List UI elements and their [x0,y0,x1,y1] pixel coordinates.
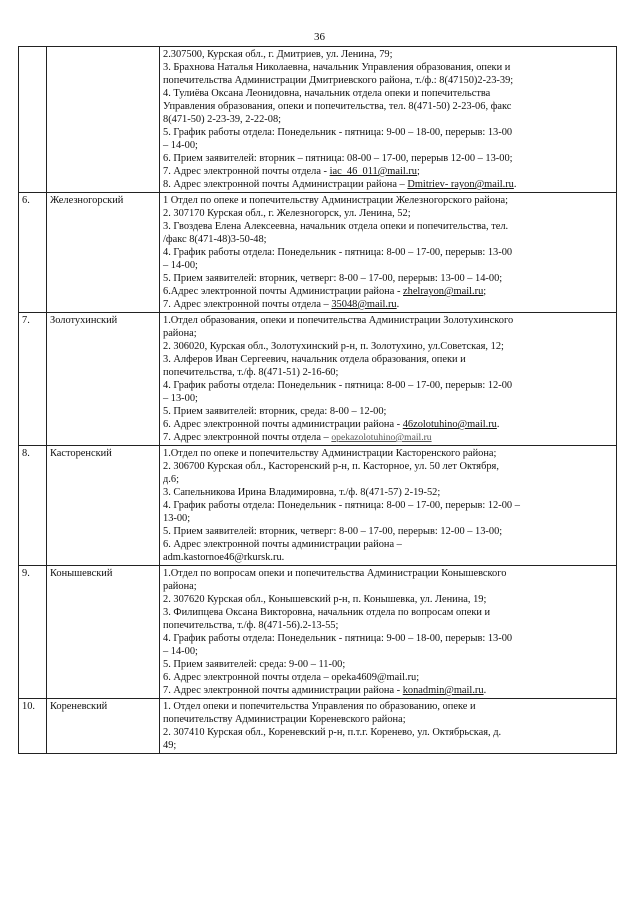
table-row [19,313,617,446]
table-row [19,47,617,193]
info-line: Управления образования, опеки и попечительства, тел. 8(471-50) 2-23-06, факс [163,101,512,112]
info-line: 5. Прием заявителей: вторник, четверг: 8-00 – 17-00, перерыв: 12-00 – 13-00; [163,526,503,537]
email-label: 7. Адрес электронной почты отдела - [163,166,330,177]
department-info [160,313,617,446]
info-line: 2. 306020, Курская обл., Золотухинский р-н, п. Золотухино, ул.Советская, 12; [163,341,504,352]
info-line: 5. Прием заявителей: среда: 9-00 – 11-00; [163,659,346,670]
email-link[interactable]: 46zolotuhino@mail.ru [402,419,497,430]
email-label: 7. Адрес электронной почты отдела – [163,299,332,310]
table-row [19,446,617,566]
email-line [163,418,613,431]
row-number: 10. [19,699,47,754]
info-line: 49; [163,740,177,751]
info-line: 2. 306700 Курская обл., Касторенский р-н, п. Касторное, ул. 50 лет Октября, [163,461,499,472]
email-line [163,285,613,298]
email-suffix: . [513,179,517,190]
info-line: 5. График работы отдела: Понедельник - пятница: 9-00 – 18-00, перерыв: 13-00 [163,127,513,138]
email-line [163,178,613,191]
info-line: 1.Отдел по вопросам опеки и попечительства Администрации Конышевского [163,568,507,579]
email-line [163,165,613,178]
info-line: попечительства Администрации Дмитриевского района, т./ф.: 8(47150)2-23-39; [163,75,514,86]
info-line: 4. График работы отдела: Понедельник - пятница: 8-00 – 17-00, перерыв: 12-00 – [163,500,520,511]
email-label: 8. Адрес электронной почты Администрации района – [163,179,408,190]
email-label: 6. Адрес электронной почты администрации района - [163,419,403,430]
email-suffix: . [483,685,487,696]
info-line: попечительства, т./ф. 8(471-51) 2-16-60; [163,367,339,378]
email-line [163,298,613,311]
info-line: 2. 307620 Курская обл., Конышевский р-н, п. Конышевка, ул. Ленина, 19; [163,594,487,605]
info-line: 3. Гвоздева Елена Алексеевна, начальник отдела опеки и попечительства, тел. [163,221,509,232]
info-line: 1 Отдел по опеке и попечительству Администрации Железногорского района; [163,195,509,206]
email-link[interactable]: opekazolotuhino@mail.ru [331,432,432,443]
info-line: 5. Прием заявителей: вторник, среда: 8-00 – 12-00; [163,406,387,417]
table-row [19,566,617,699]
info-line: 1.Отдел образования, опеки и попечительства Администрации Золотухинского [163,315,514,326]
info-line: района; [163,581,197,592]
email-suffix: . [396,299,400,310]
info-line: 3. Брахнова Наталья Николаевна, начальник Управления образования, опеки и [163,62,511,73]
info-line: попечительства, т./ф. 8(471-56).2-13-55; [163,620,339,631]
department-info [160,446,617,566]
department-info [160,699,617,754]
email-link[interactable]: zhelrayon@mail.ru [403,286,484,297]
info-line: 4. График работы отдела: Понедельник - пятница: 8-00 – 17-00, перерыв: 13-00 [163,247,513,258]
district-name: Кореневский [47,699,160,754]
info-line: /факс 8(471-48)3-50-48; [163,234,267,245]
district-name: Железногорский [47,193,160,313]
department-info [160,47,617,193]
info-line: – 13-00; [163,393,198,404]
email-suffix: . [496,419,500,430]
email-link[interactable]: Dmitriev- rayon@mail.ru [407,179,514,190]
guardianship-departments-table [18,46,617,754]
info-line: – 14-00; [163,646,198,657]
email-label: 7. Адрес электронной почты отдела – [163,432,332,443]
page-number: 36 [314,31,325,43]
info-line: 8(471-50) 2-23-39, 2-22-08; [163,114,282,125]
email-suffix: ; [417,166,420,177]
row-number [19,47,47,193]
district-name: Касторенский [47,446,160,566]
district-name: Конышевский [47,566,160,699]
info-line: 3. Алферов Иван Сергеевич, начальник отдела образования, опеки и [163,354,466,365]
email-label: 7. Адрес электронной почты администрации района - [163,685,403,696]
info-line: района; [163,328,197,339]
table-row [19,699,617,754]
info-line: 5. Прием заявителей: вторник, четверг: 8-00 – 17-00, перерыв: 13-00 – 14-00; [163,273,503,284]
info-line: 6. Адрес электронной почты отдела – opeka4609@mail.ru; [163,672,420,683]
info-line: adm.kastornoe46@rkursk.ru. [163,552,285,563]
info-line: 3. Сапельникова Ирина Владимировна, т./ф. 8(471-57) 2-19-52; [163,487,441,498]
info-line: 4. График работы отдела: Понедельник - пятница: 8-00 – 17-00, перерыв: 12-00 [163,380,513,391]
email-line [163,431,613,444]
info-line: – 14-00; [163,140,198,151]
info-line: – 14-00; [163,260,198,271]
info-line: 6. Прием заявителей: вторник – пятница: 08-00 – 17-00, перерыв 12-00 – 13-00; [163,153,513,164]
district-name: Золотухинский [47,313,160,446]
info-line: 3. Филипцева Оксана Викторовна, начальник отдела по вопросам опеки и [163,607,491,618]
info-line: 2. 307170 Курская обл., г. Железногорск, ул. Ленина, 52; [163,208,411,219]
info-line: 2.307500, Курская обл., г. Дмитриев, ул. Ленина, 79; [163,49,393,60]
info-line: 4. Тулиёва Оксана Леонидовна, начальник отдела опеки и попечительства [163,88,491,99]
district-name [47,47,160,193]
info-line: 6. Адрес электронной почты администрации района – [163,539,402,550]
email-link[interactable]: iac_46_011@mail.ru [329,166,418,177]
row-number: 7. [19,313,47,446]
email-suffix: ; [483,286,487,297]
email-line [163,684,613,697]
info-line: 1. Отдел опеки и попечительства Управления по образованию, опеке и [163,701,476,712]
row-number: 8. [19,446,47,566]
row-number: 9. [19,566,47,699]
email-label: 6.Адрес электронной почты Администрации района - [163,286,404,297]
department-info [160,566,617,699]
info-line: д.6; [163,474,179,485]
email-link[interactable]: 35048@mail.ru [331,299,397,310]
info-line: 4. График работы отдела: Понедельник - пятница: 9-00 – 18-00, перерыв: 13-00 [163,633,513,644]
info-line: попечительству Администрации Кореневского района; [163,714,406,725]
table-body [19,47,617,754]
email-link[interactable]: konadmin@mail.ru [402,685,484,696]
row-number: 6. [19,193,47,313]
table-row [19,193,617,313]
department-info [160,193,617,313]
info-line: 2. 307410 Курская обл., Кореневский р-н, п.т.г. Коренево, ул. Октябрьская, д. [163,727,502,738]
info-line: 13-00; [163,513,191,524]
info-line: 1.Отдел по опеке и попечительству Администрации Касторенского района; [163,448,497,459]
